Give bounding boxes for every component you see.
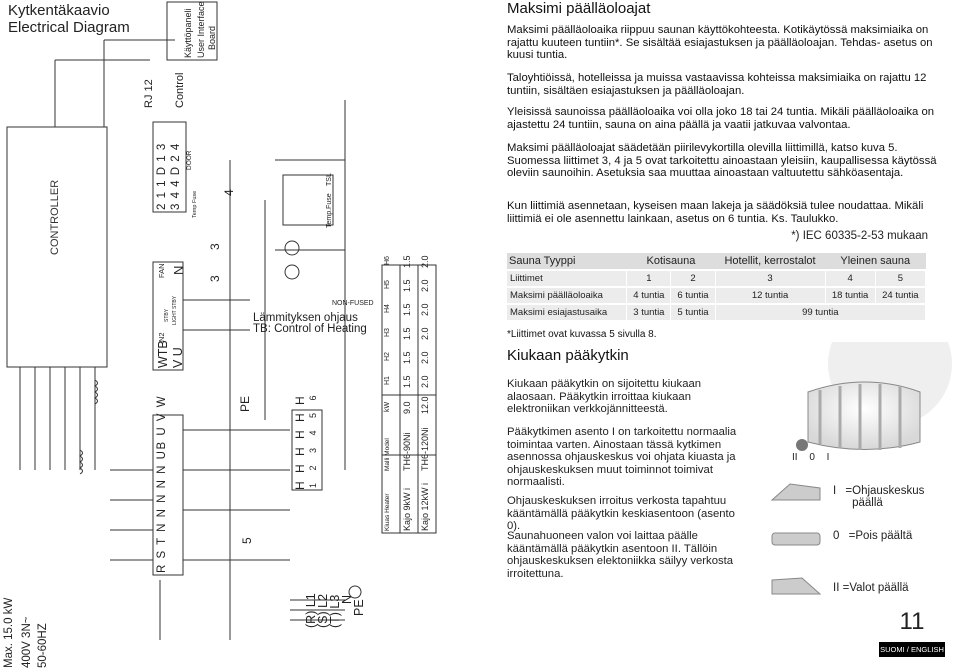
switch-positions: II 0 I <box>792 452 830 463</box>
heater-row1-h1: 1.5 <box>402 375 412 388</box>
stby-label: STBY <box>164 308 170 322</box>
wire-number-5: 5 <box>240 537 254 544</box>
legend-item-lights <box>833 582 909 594</box>
heater-row1-model: TH6-90Ni <box>402 432 412 471</box>
n-label: N <box>171 265 186 275</box>
heater-row2-name: Kajo 12kW i <box>420 482 430 531</box>
wtb-label: WTB <box>156 340 170 368</box>
heating-subtitle: TB: Control of Heating <box>253 323 367 335</box>
heater-col-h5: H5 <box>384 280 391 289</box>
wire-number-3a: 3 <box>208 243 222 250</box>
heater-row1-kw: 9.0 <box>402 401 412 414</box>
table-cell: 5 tuntia <box>671 304 715 321</box>
legend-symbol: I <box>833 485 837 497</box>
table-cell: 6 tuntia <box>671 287 715 304</box>
light-stby-label: LIGHT STBY <box>172 295 178 325</box>
legend-text: Ohjauskeskus päällä <box>852 485 925 509</box>
table-cell: Maksimi esiajastusaika <box>507 304 627 321</box>
fan-label: FAN <box>157 263 166 278</box>
n2-label: N2 <box>157 332 166 342</box>
table-cell: 2 <box>671 270 715 287</box>
heater-row2-h3: 2.0 <box>420 327 430 340</box>
heater-col-malli: Malli Model <box>384 438 391 471</box>
frequency: 50-60HZ <box>37 623 49 668</box>
pe-label: PE <box>238 395 252 412</box>
heater-col-kiuas: Kiuas Heater <box>384 493 391 531</box>
pe-bottom-label: PE <box>352 599 366 616</box>
terminals-bottom: 3 4 4 D 2 4 <box>170 142 182 210</box>
legend-equals: = <box>842 582 850 594</box>
legend-equals: = <box>845 485 853 497</box>
sauna-table <box>507 253 926 322</box>
switch-paragraph-4: Saunahuoneen valon voi laittaa päälle kääntämällä pääkytkin asentoon II. Tällöin ohjauskeskuksen elektoniikka säilyy verkosta irroitettuna. <box>507 530 734 580</box>
legend-equals: = <box>848 530 856 542</box>
diagram-subtitle: Electrical Diagram <box>8 19 130 36</box>
table-cell: 12 tuntia <box>715 287 825 304</box>
wire-number-3b: 3 <box>208 275 222 282</box>
table-header: Kotisauna <box>627 253 715 270</box>
paragraph-4: Maksimi päälläoloajat säädetään piirilevykortilla olevilla liittimillä, katso kuva 5. Suomessa liittimet 3, 4 ja 5 ovat tarkoitettu ainoastaan yleisiin, kaupallisessa käytössä oleviin saunoihin. Asetuksia saa muuttaa ainoastaan valtuutettu sähköasentaja. <box>507 142 937 180</box>
heater-col-kw: kW <box>384 401 391 412</box>
l3-label: (T) L3 <box>328 594 342 628</box>
switch-ii-icon <box>770 572 822 602</box>
heater-row1-name: Kajo 9kW i <box>402 487 412 531</box>
paragraph-1: Maksimi päälläoloaika riippuu saunan käyttökohteesta. Kotikäytössä maksimiaika on rajattu kuuteen tuntiin*. Se sisältää esiajastuksen ja päälläoloajan. Tehdas- asetus on kuusi tuntia. <box>507 24 933 62</box>
legend-text: Valot päällä <box>849 582 909 594</box>
heater-col-h1: H1 <box>384 376 391 385</box>
heater-row1-h5: 1.5 <box>402 279 412 292</box>
heater-col-h3: H3 <box>384 328 391 337</box>
heater-row2-model: TH6-120Ni <box>420 427 430 471</box>
diagram-title: Kytkentäkaavio <box>8 2 110 19</box>
switch-0-icon <box>770 525 822 551</box>
heater-col-h6: H6 <box>384 256 391 265</box>
heater-row2-kw: 12.0 <box>420 396 430 414</box>
vu-label: V U <box>171 347 185 368</box>
heater-row2-h6: 2.0 <box>420 255 430 268</box>
section-heading-max-times: Maksimi päälläoloajat <box>507 0 651 17</box>
legend-symbol: 0 <box>833 530 840 542</box>
table-cell: Liittimet <box>507 270 627 287</box>
temp-fuse-label: Temp.Fuse <box>326 193 333 228</box>
heater-row2-h1: 2.0 <box>420 375 430 388</box>
table-cell: 4 tuntia <box>627 287 671 304</box>
legend-item-off <box>833 530 912 542</box>
heater-row1-h4: 1.5 <box>402 303 412 316</box>
table-cell: 1 <box>627 270 671 287</box>
door-label: DOOR <box>186 150 193 170</box>
page-number-box <box>879 606 945 657</box>
voltage: 400V 3N~ <box>21 616 33 668</box>
controller-label: CONTROLLER <box>49 179 61 255</box>
table-cell: 3 tuntia <box>627 304 671 321</box>
switch-paragraph-2: Pääkytkimen asento I on tarkoitettu normaalia toimintaa varten. Ainostaan tässä kytkimen asennossa ohjauskeskus voi ohjata kiuasta ja ohjauskeskuksen muut toiminnot toimivat normaalisti. <box>507 426 737 489</box>
table-cell: 3 <box>715 270 825 287</box>
heater-image <box>770 342 952 460</box>
panel-label-1: Käyttöpaneli <box>183 8 193 58</box>
tsl-label: TSL <box>326 173 333 186</box>
table-cell: 5 <box>875 270 925 287</box>
l2-label: (S) L2 <box>316 593 330 628</box>
heater-row2-h2: 2.0 <box>420 351 430 364</box>
table-header: Yleinen sauna <box>825 253 926 270</box>
non-fused-label: NON-FUSED <box>332 300 374 307</box>
iec-note: *) IEC 60335-2-53 mukaan <box>791 230 928 242</box>
table-header: Hotellit, kerrostalot <box>715 253 825 270</box>
paragraph-2: Taloyhtiöissä, hotelleissa ja muissa vastaavissa kohteissa maksimiaika on rajattu 12 tuntiin, sisältäen esiajastuksen ja päälläoloajan. <box>507 72 927 97</box>
page-number: 11 <box>899 608 925 635</box>
paragraph-5: Kun liittimiä asennetaan, kyseisen maan lakeja ja säädöksiä tulee noudattaa. Mikäli liittimiä ei ole asennettu lainkaan, asetus on 6 tuntia. Ks. Taulukko. <box>507 200 924 225</box>
heater-row1-h3: 1.5 <box>402 327 412 340</box>
switch-paragraph-3: Ohjauskeskuksen irroitus verkosta tapahtuu kääntämällä pääkytkin keskiasentoon (asento 0). <box>507 495 735 533</box>
rj12-label: RJ 12 <box>143 79 155 108</box>
terminals-top: 2 1 1 D 1 3 <box>156 142 168 210</box>
heater-col-h4: H4 <box>384 304 391 313</box>
max-power: Max. 15.0 kW <box>3 597 15 668</box>
legend-symbol: II <box>833 582 840 594</box>
heater-row2-h5: 2.0 <box>420 279 430 292</box>
table-cell: 18 tuntia <box>825 287 875 304</box>
language-tag: SUOMI / ENGLISH <box>879 642 945 657</box>
temp-fuse-small: Temp Fuse <box>192 190 198 218</box>
table-cell: 4 <box>825 270 875 287</box>
switch-paragraph-1: Kiukaan pääkytkin on sijoitettu kiukaan alaosaan. Pääkytkin irroittaa kiukaan elektroniikan verkkojännitteestä. <box>507 378 702 416</box>
n-bottom-label: N <box>340 594 354 604</box>
heater-row2-h4: 2.0 <box>420 303 430 316</box>
control-label: Control <box>174 72 186 108</box>
heating-title: Lämmityksen ohjaus <box>253 312 358 324</box>
switch-i-icon <box>770 476 822 508</box>
panel-label-2: User Interface <box>196 1 206 58</box>
table-cell: 24 tuntia <box>875 287 925 304</box>
legend-text: Pois päältä <box>855 530 913 542</box>
panel-label-3: Board <box>207 25 217 50</box>
paragraph-3: Yleisissä saunoissa päälläoloaika voi olla joko 18 tai 24 tuntia. Mikäli päälläoloaika on ajastettu 24 tuntiin, sauna on aina päällä ja vaatii jatkuvaa valvontaa. <box>507 106 935 131</box>
table-header: Sauna Tyyppi <box>507 253 627 270</box>
wire-number-4: 4 <box>222 189 236 196</box>
section-heading-main-switch: Kiukaan pääkytkin <box>507 347 629 364</box>
terminal-row: R S T N N N N N UB U V W <box>156 394 168 573</box>
heater-row1-h2: 1.5 <box>402 351 412 364</box>
heater-row1-h6: 1.5 <box>402 255 412 268</box>
heaters-top: H H H H H H <box>293 393 307 490</box>
heater-col-h2: H2 <box>384 352 391 361</box>
heaters-numbers: 1 2 3 4 5 6 <box>308 390 318 488</box>
legend-item-on <box>833 485 932 509</box>
table-footnote: *Liittimet ovat kuvassa 5 sivulla 8. <box>507 329 657 340</box>
table-cell: 99 tuntia <box>715 304 925 321</box>
l1-label: (R) L1 <box>304 593 318 628</box>
table-cell: Maksimi päälläoloaika <box>507 287 627 304</box>
